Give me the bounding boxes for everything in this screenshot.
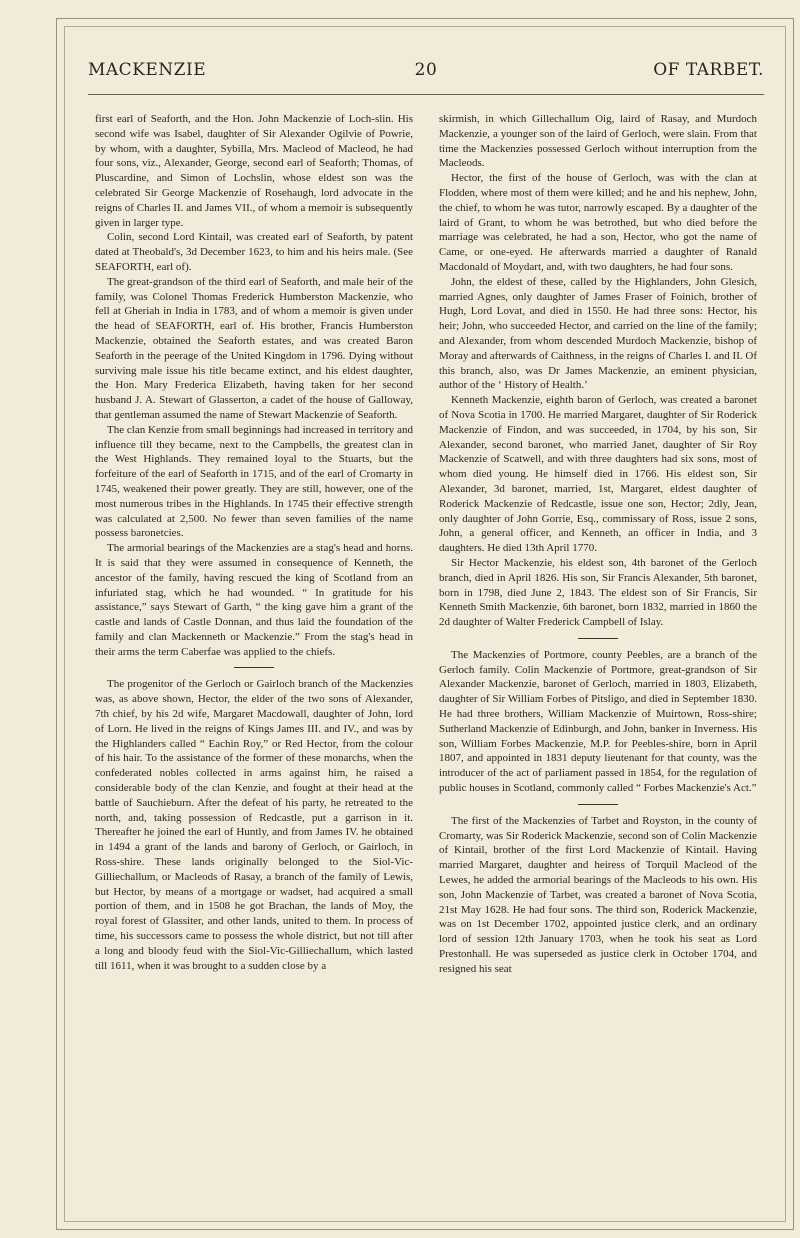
paragraph: The clan Kenzie from small beginnings had increased in territory and influence till they became, next to the Campbells, the greatest clan in the West Highlands. They remained loyal to the Stuarts, but the forfeiture of the earl of Seaforth in 1715, and of the earl of Cromarty in 1745, weakened their power greatly. They are still, however, one of the most numerous tribes in the Highlands. In 1745 their effective strength was calculated at 2,500. No fewer than seven families of the name possess baronetcies. [95, 423, 413, 540]
paragraph: first earl of Seaforth, and the Hon. John Mackenzie of Loch-slin. His second wife was Isabel, daughter of Sir Alexander Ogilvie of Powrie, by whom, with a daughter, Sybilla, Mrs. Macleod of Macleod, he had four sons, viz., Alexander, George, second earl of Seaforth; Thomas, of Pluscardine, and Simon of Lochslin, whose eldest son was the celebrated Sir George Mackenzie of Rosehaugh, lord advocate in the reigns of Charles II. and James VII., of whom a memoir is subsequently given in larger type. [95, 113, 413, 229]
header-right-title: OF TARBET. [653, 60, 764, 80]
right-column [439, 112, 757, 977]
paragraph: Sir Hector Mackenzie, his eldest son, 4th baronet of the Gerloch branch, died in April 1826. His son, Sir Francis Alexander, 5th baronet, born in 1798, died June 2, 1843. The eldest son of Sir Francis, Sir Kenneth Smith Mackenzie, 6th baronet, born 1832, married in 1860 the 2d daughter of Walter Frederick Campbell of Islay. [439, 556, 757, 629]
paragraph: Colin, second Lord Kintail, was created earl of Seaforth, by patent dated at Theobald's, 3d December 1623, to him and his heirs male. (See SEAFORTH, earl of). [95, 231, 413, 273]
paragraph: Kenneth Mackenzie, eighth baron of Gerloch, was created a baronet of Nova Scotia in 1700. He married Margaret, daughter of Sir Roderick Mackenzie of Findon, and was succeeded, in 1704, by his son, Sir Alexander, second baronet, who married Janet, daughter of Sir Roy Mackenzie of Scatwell, and with three daughters had six sons, most of whom died young. He himself died in 1766. His eldest son, Sir Alexander, 3d baronet, married, 1st, Margaret, eldest daughter of Roderick Mackenzie of Redcastle, issue one son, Hector; 2dly, Jean, only daughter of John Gorrie, Esq., commissary of Ross, issue 2 sons, John, a general officer, and Kenneth, an officer in India, and 3 daughters. He died 13th April 1770. [439, 394, 757, 555]
paragraph: The Mackenzies of Portmore, county Peebles, are a branch of the Gerloch family. Colin Mackenzie of Portmore, great-grandson of Sir Alexander Mackenzie, baronet of Gerloch, married in 1803, Elizabeth, daughter of Sir William Forbes of Pitsligo, and died in September 1830. He had three brothers, William Mackenzie of Muirtown, Ross-shire; Sutherland Mackenzie of Edinburgh, and John, banker in Inverness. His son, William Forbes Mackenzie, M.P. for Peebles-shire, born in April 1807, and appointed in 1831 deputy lieutenant for that county, was the introducer of the act of parliament passed in 1854, for the regulation of public houses in Scotland, commonly called “ Forbes Mackenzie's Act.” [439, 648, 757, 795]
header-rule [88, 94, 764, 95]
paragraph: Hector, the first of the house of Gerloch, was with the clan at Flodden, where most of them were killed; and he and his nephew, John, the chief, to whom he was tutor, narrowly escaped. By a daughter of the laird of Grant, to whom he was betrothed, but who died before the marriage was celebrated, he had a son, Hector, who got the name of Came, or one-eyed. He afterwards married a daughter of Ranald Macdonald of Moydart, and, with two daughters, he had four sons. [439, 172, 757, 273]
section-divider [578, 638, 618, 639]
page-number: 20 [414, 60, 438, 80]
paragraph: skirmish, in which Gillechallum Oig, laird of Rasay, and Murdoch Mackenzie, a younger son of the laird of Gerloch, were slain. From that time the Mackenzies possessed Gerloch without interruption from the Macleods. [439, 113, 757, 170]
paragraph: The great-grandson of the third earl of Seaforth, and male heir of the family, was Colonel Thomas Frederick Humberston Mackenzie, who fell at Gheriah in India in 1783, and of whom a memoir is given under the head of SEAFORTH, earl of. His brother, Francis Humberston Mackenzie, obtained the Seaforth estates, and was created Baron Seaforth in the peerage of the United Kingdom in 1796. Dying without surviving male issue his title became extinct, and his eldest daughter, the Hon. Mary Frederica Elizabeth, having taken for her second husband J. A. Stewart of Glasserton, a cadet of the house of Galloway, that gentleman assumed the name of Stewart Mackenzie of Seaforth. [95, 275, 413, 421]
paragraph: The armorial bearings of the Mackenzies are a stag's head and horns. It is said that they were assumed in consequence of Kenneth, the ancestor of the family, having rescued the king of Scotland from an infuriated stag, which he had wounded. “ In gratitude for his assistance,” says Stewart of Garth, “ the king gave him a grant of the castle and lands of Castle Donnan, and thus laid the foundation of the family and clan Mackenneth or Mackenzie.” From the stag's head in their arms the term Caberfae was applied to the chiefs. [95, 542, 413, 658]
running-header [88, 60, 764, 86]
left-column [95, 112, 413, 973]
paragraph: The progenitor of the Gerloch or Gairloch branch of the Mackenzies was, as above shown, Hector, the elder of the two sons of Alexander, 7th chief, by his 2d wife, Margaret Macdowall, daughter of John, lord of Lorn. He lived in the reigns of Kings James III. and IV., and was by the Highlanders called “ Eachin Roy,” or Red Hector, from the colour of his hair. To the assistance of the former of these monarchs, when the confederated nobles collected in arms against him, he raised a considerable body of the clan Kenzie, and fought at their head at the battle of Sauchieburn. After the defeat of his party, he retreated to the north, and, taking possession of Redcastle, put a garrison in it. Thereafter he joined the earl of Huntly, and from James IV. he obtained in 1494 a grant of the lands and barony of Gerloch, or Gairloch, in Ross-shire. These lands originally belonged to the Siol-Vic-Gilliechallum, or Macleods of Rasay, a branch of the family of Lewis, but Hector, by means of a mortgage or wadset, had acquired a small portion of them, and in 1508 he got Brachan, the lands of Moy, the royal forest of Glassiter, and other lands, united to them. In process of time, his successors came to possess the whole district, but not till after a long and bloody feud with the Siol-Vic-Gilliechallum, which lasted till 1611, when it was brought to a sudden close by a [95, 678, 413, 972]
paragraph: The first of the Mackenzies of Tarbet and Royston, in the county of Cromarty, was Sir Roderick Mackenzie, second son of Colin Mackenzie of Kintail, brother of the first Lord Mackenzie of Kintail. Having married Margaret, daughter and heiress of Torquil Macleod of the Lewes, he added the armorial bearings of the Macleods to his own. His son, John Mackenzie of Tarbet, was created a baronet of Nova Scotia, 21st May 1628. He had four sons. The third son, Roderick Mackenzie, was on 1st December 1702, appointed justice clerk, and an ordinary lord of session 12th January 1703, when he took his seat as Lord Prestonhall. He was superseded as justice clerk in October 1704, and resigned his seat [439, 814, 757, 975]
header-left-title: MACKENZIE [88, 60, 207, 80]
section-divider [234, 667, 274, 668]
paragraph: John, the eldest of these, called by the Highlanders, John Glesich, married Agnes, only daughter of James Fraser of Foinich, brother of Hugh, Lord Lovat, and died in 1550. He had three sons: Hector, his heir; John, who succeeded Hector, and carried on the line of the family; and Alexander, from whom descended Murdoch Mackenzie, bishop of Moray and afterwards of Caithness, in the reigns of Charles I. and II. Of this branch, also, was Dr James Mackenzie, an eminent physician, author of the ‘ History of Health.’ [439, 275, 757, 392]
section-divider [578, 804, 618, 805]
